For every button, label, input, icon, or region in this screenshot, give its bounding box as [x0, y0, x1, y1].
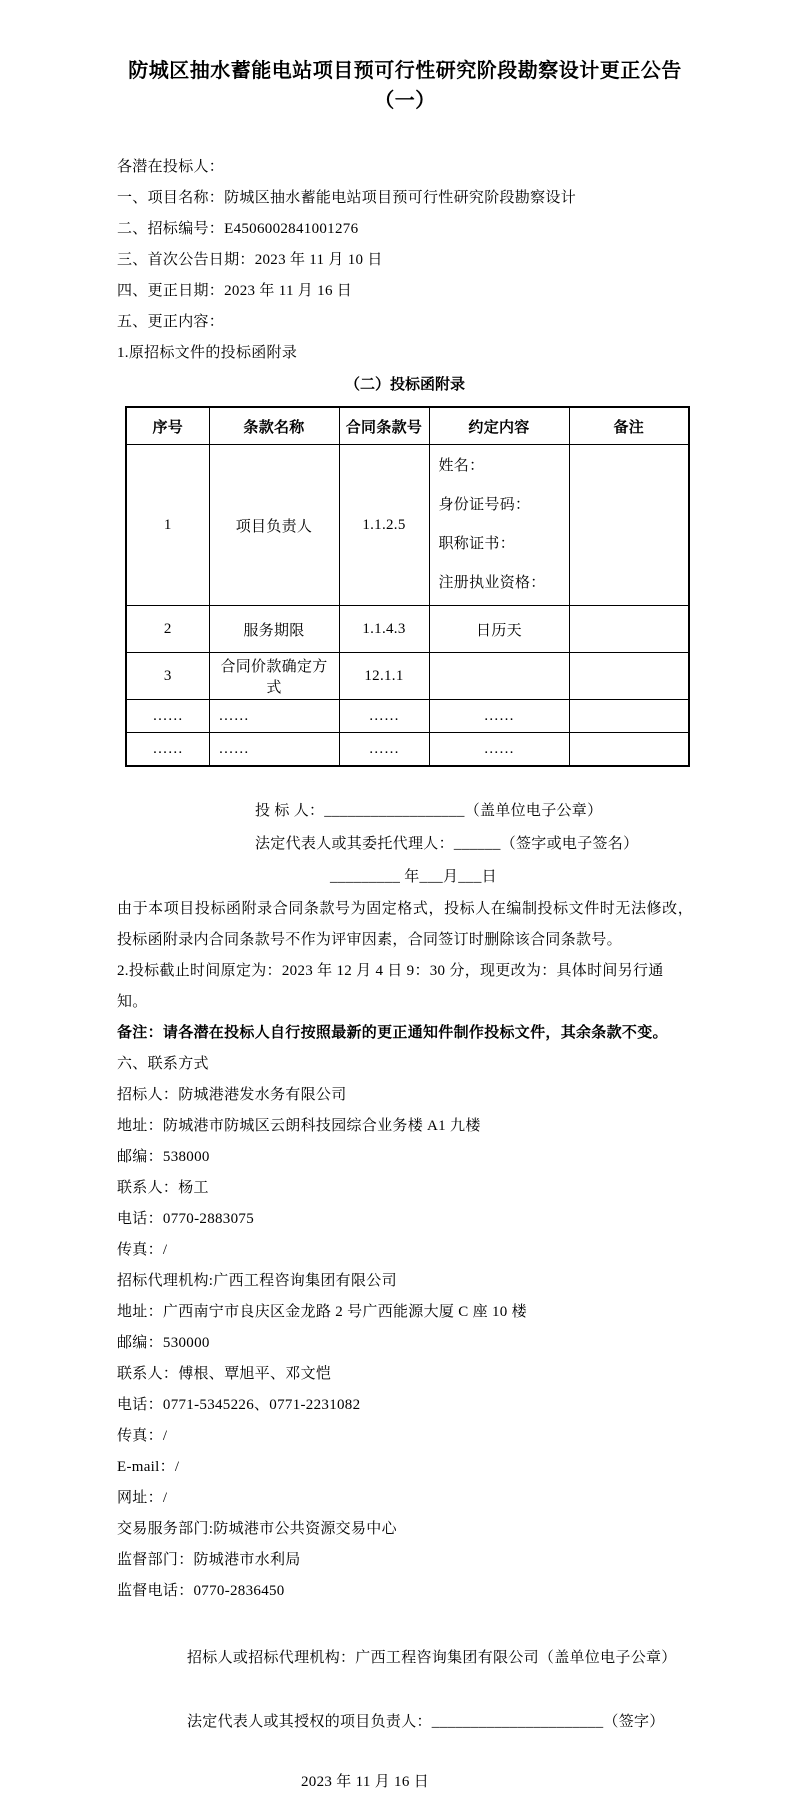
table-caption: （二）投标函附录	[344, 377, 465, 393]
page-title: 防城区抽水蓄能电站项目预可行性研究阶段勘察设计更正公告（一）	[128, 60, 682, 112]
footer-agency-line: 招标人或招标代理机构：广西工程咨询集团有限公司（盖单位电子公章）	[187, 1650, 677, 1666]
content-line-registration: 注册执业资格：	[438, 575, 546, 591]
seq-cell: ……	[126, 733, 209, 767]
salutation: 各潜在投标人：	[117, 159, 225, 175]
table-row	[126, 653, 689, 700]
clause-name-cell: ……	[209, 733, 339, 767]
meta-line-tender-no: 二、招标编号：E4506002841001276	[117, 221, 359, 237]
clause-name-cell: 服务期限	[209, 606, 339, 653]
table-row	[126, 606, 689, 653]
clause-no-cell: ……	[339, 700, 429, 733]
correction-item-1: 1.原招标文件的投标函附录	[117, 345, 298, 361]
agreed-content-cell: 日历天	[429, 606, 569, 653]
contact-line-supervision-dept: 监督部门：防城港市水利局	[117, 1552, 301, 1568]
table-row	[126, 700, 689, 733]
contact-line-agency-fax: 传真：/	[117, 1428, 168, 1444]
header-agreed-content: 约定内容	[429, 407, 569, 445]
remark-cell	[569, 700, 689, 733]
contact-line-email: E-mail：/	[117, 1459, 180, 1475]
contact-line-agency-address: 地址：广西南宁市良庆区金龙路 2 号广西能源大厦 C 座 10 楼	[117, 1304, 527, 1320]
header-remark: 备注	[569, 407, 689, 445]
footer-signature-block	[117, 1643, 693, 1798]
clause-no-cell: 12.1.1	[339, 653, 429, 700]
bidder-signature-block	[117, 795, 693, 894]
table-row	[126, 733, 689, 767]
meta-line-first-announce-date: 三、首次公告日期：2023 年 11 月 10 日	[117, 252, 383, 268]
seq-cell: 3	[126, 653, 209, 700]
remark-cell	[569, 733, 689, 767]
contact-heading: 六、联系方式	[117, 1056, 209, 1072]
bidder-signature-line: 投 标 人：__________________（盖单位电子公章）	[255, 803, 603, 819]
header-clause-name: 条款名称	[209, 407, 339, 445]
contact-line-tenderer-person: 联系人：杨工	[117, 1180, 209, 1196]
meta-line-project-name: 一、项目名称：防城区抽水蓄能电站项目预可行性研究阶段勘察设计	[117, 190, 577, 206]
content-line-name: 姓名：	[438, 458, 485, 474]
agreed-content-cell	[429, 445, 569, 606]
signature-date-line: _________ 年___月___日	[330, 869, 497, 885]
table-header-row	[126, 407, 689, 445]
contact-line-agency: 招标代理机构:广西工程咨询集团有限公司	[117, 1273, 397, 1289]
remark-cell	[569, 606, 689, 653]
clause-no-cell: ……	[339, 733, 429, 767]
seq-cell: ……	[126, 700, 209, 733]
footer-date: 2023 年 11 月 16 日	[301, 1774, 429, 1790]
remark-cell	[569, 445, 689, 606]
clause-name-cell: 合同价款确定方式	[209, 653, 339, 700]
notes-section	[117, 894, 693, 1049]
note-remark: 备注：请各潜在投标人自行按照最新的更正通知件制作投标文件，其余条款不变。	[117, 1025, 668, 1041]
contact-line-tenderer-fax: 传真：/	[117, 1242, 168, 1258]
contact-line-agency-person: 联系人：傅根、覃旭平、邓文恺	[117, 1366, 332, 1382]
seq-cell: 1	[126, 445, 209, 606]
content-line-title-cert: 职称证书：	[438, 536, 516, 552]
header-seq: 序号	[126, 407, 209, 445]
contact-line-tenderer-address: 地址：防城港市防城区云朗科技园综合业务楼 A1 九楼	[117, 1118, 481, 1134]
meta-line-correction-date: 四、更正日期：2023 年 11 月 16 日	[117, 283, 353, 299]
clause-name-cell: 项目负责人	[209, 445, 339, 606]
contact-line-trade-service-dept: 交易服务部门:防城港市公共资源交易中心	[117, 1521, 397, 1537]
agreed-content-cell: ……	[429, 733, 569, 767]
seq-cell: 2	[126, 606, 209, 653]
clause-no-cell: 1.1.2.5	[339, 445, 429, 606]
header-clause-no: 合同条款号	[339, 407, 429, 445]
content-line-id: 身份证号码：	[438, 497, 531, 513]
contact-section	[117, 1049, 693, 1607]
contact-line-tenderer-phone: 电话：0770-2883075	[117, 1211, 254, 1227]
table-row	[126, 445, 689, 606]
contact-line-supervision-phone: 监督电话：0770-2836450	[117, 1583, 285, 1599]
bid-letter-appendix-table	[125, 406, 690, 767]
meta-line-correction-content: 五、更正内容：	[117, 314, 225, 330]
agreed-content-cell: ……	[429, 700, 569, 733]
contact-line-website: 网址：/	[117, 1490, 168, 1506]
legal-rep-signature-line: 法定代表人或其委托代理人：______（签字或电子签名）	[255, 836, 639, 852]
remark-cell	[569, 653, 689, 700]
footer-rep-line: 法定代表人或其授权的项目负责人：______________________（签字）	[187, 1714, 665, 1730]
contact-line-agency-postcode: 邮编：530000	[117, 1335, 210, 1351]
agreed-content-cell	[429, 653, 569, 700]
contact-line-tenderer-postcode: 邮编：538000	[117, 1149, 210, 1165]
clause-no-cell: 1.1.4.3	[339, 606, 429, 653]
clause-name-cell: ……	[209, 700, 339, 733]
contact-line-tenderer: 招标人：防城港港发水务有限公司	[117, 1087, 347, 1103]
note-deadline-change: 2.投标截止时间原定为：2023 年 12 月 4 日 9：30 分，现更改为：具体时间另行通知。	[117, 963, 664, 1010]
note-fixed-format-paragraph: 由于本项目投标函附录合同条款号为固定格式，投标人在编制投标文件时无法修改，投标函附录内合同条款号不作为评审因素，合同签订时删除该合同条款号。	[117, 901, 693, 948]
contact-line-agency-phone: 电话：0771-5345226、0771-2231082	[117, 1397, 361, 1413]
